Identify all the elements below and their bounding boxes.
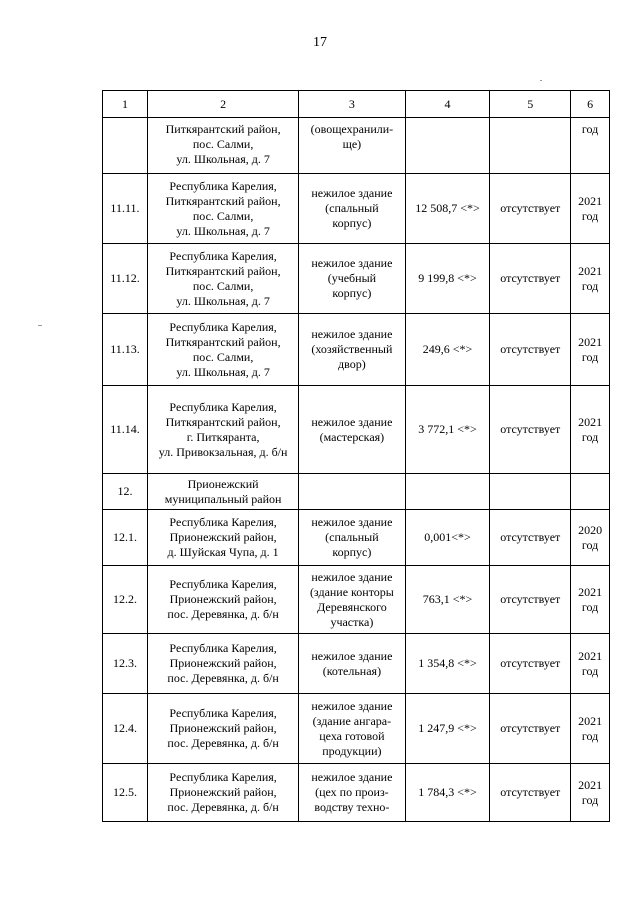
year-line: год — [581, 278, 599, 293]
address-line: Прионежский район, — [169, 530, 277, 544]
description-line: (овощехранили- — [310, 122, 394, 136]
address-cell — [147, 764, 298, 822]
address-line: г. Питкяранта, — [186, 429, 260, 444]
area-cell: 12 508,7 <*> — [405, 174, 490, 244]
address-cell — [147, 174, 298, 244]
header-col-5: 5 — [490, 91, 571, 118]
description-line: двор) — [338, 357, 366, 371]
address-line: ул. Школьная, д. 7 — [176, 152, 270, 166]
address-line: Питкярантский район, — [165, 414, 281, 429]
description-cell — [299, 634, 405, 694]
address-line: Республика Карелия, — [169, 515, 277, 529]
description-line: (цех по произ- — [315, 785, 389, 799]
address-line: Прионежский район, — [169, 656, 277, 670]
address-line: Республика Карелия, — [169, 399, 277, 414]
row-number-cell: 12.4. — [103, 694, 148, 764]
description-line: корпус) — [332, 216, 372, 230]
address-line: ул. Школьная, д. 7 — [176, 293, 270, 308]
header-col-4: 4 — [405, 91, 490, 118]
address-line: Питкярантский район, — [165, 122, 281, 136]
description-line: участка) — [330, 614, 374, 629]
year-cell — [571, 764, 610, 822]
encumbrance-cell: отсутствует — [490, 764, 571, 822]
address-line: ул. Школьная, д. 7 — [176, 223, 270, 238]
area-cell: 249,6 <*> — [405, 314, 490, 386]
row-number-cell: 12.3. — [103, 634, 148, 694]
table-row — [103, 118, 610, 174]
address-line: пос. Деревянка, д. б/н — [167, 671, 279, 685]
address-line: пос. Салми, — [192, 349, 254, 364]
area-cell: 9 199,8 <*> — [405, 244, 490, 314]
description-line: нежилое здание — [311, 698, 393, 713]
row-number-cell: 12.2. — [103, 566, 148, 634]
description-line: (здание ангара- — [312, 713, 392, 728]
description-line: (здание конторы — [309, 584, 394, 599]
description-line: нежилое здание — [311, 256, 393, 270]
address-line: муниципальный район — [164, 491, 282, 506]
address-line: Прионежский район, — [169, 721, 277, 735]
year-line: год — [581, 429, 599, 444]
description-cell — [299, 764, 405, 822]
encumbrance-cell: отсутствует — [490, 244, 571, 314]
address-line: Республика Карелия, — [169, 178, 277, 193]
address-cell — [147, 386, 298, 474]
year-line: 2021 — [578, 777, 603, 792]
row-number-cell: 11.12. — [103, 244, 148, 314]
table-row — [103, 634, 610, 694]
address-line: Питкярантский район, — [165, 263, 281, 278]
description-line: (хозяйственный — [311, 342, 393, 356]
encumbrance-cell: отсутствует — [490, 386, 571, 474]
address-line: пос. Деревянка, д. б/н — [167, 736, 279, 750]
address-line: Республика Карелия, — [169, 577, 277, 591]
year-line: год — [581, 208, 599, 223]
description-line: корпус) — [332, 286, 372, 300]
year-cell — [571, 474, 610, 510]
year-cell — [571, 566, 610, 634]
row-number-cell: 12. — [103, 474, 148, 510]
description-line: (спальный — [325, 530, 379, 544]
table-row — [103, 694, 610, 764]
description-cell — [299, 566, 405, 634]
address-line: пос. Салми, — [192, 278, 254, 293]
row-number-cell: 12.5. — [103, 764, 148, 822]
address-cell — [147, 694, 298, 764]
address-line: Республика Карелия, — [169, 248, 277, 263]
scan-mark — [540, 80, 542, 81]
address-line: д. Шуйская Чупа, д. 1 — [167, 545, 279, 559]
address-line: Прионежский район, — [169, 592, 277, 606]
description-cell — [299, 118, 405, 174]
description-line: нежилое здание — [311, 327, 393, 341]
description-line: нежилое здание — [311, 414, 393, 429]
address-cell — [147, 634, 298, 694]
description-line: нежилое здание — [311, 648, 393, 663]
header-col-1: 1 — [103, 91, 148, 118]
description-line: (котельная) — [322, 663, 382, 678]
row-number-cell: 11.14. — [103, 386, 148, 474]
description-cell — [299, 386, 405, 474]
area-cell — [405, 474, 490, 510]
description-line: нежилое здание — [311, 569, 393, 584]
table-row — [103, 244, 610, 314]
year-line: 2021 — [578, 713, 603, 728]
page-number: 17 — [313, 35, 327, 50]
area-cell: 0,001<*> — [405, 510, 490, 566]
year-line: год — [581, 122, 599, 136]
table-row — [103, 510, 610, 566]
year-line: год — [581, 792, 599, 807]
address-line: Республика Карелия, — [169, 641, 277, 655]
description-line: (мастерская) — [319, 429, 385, 444]
encumbrance-cell: отсутствует — [490, 694, 571, 764]
area-cell: 3 772,1 <*> — [405, 386, 490, 474]
description-line: (учебный — [327, 271, 377, 285]
row-number-cell: 11.11. — [103, 174, 148, 244]
address-cell — [147, 510, 298, 566]
description-line: водству техно- — [314, 800, 390, 814]
description-cell — [299, 244, 405, 314]
description-line: ще) — [342, 137, 362, 151]
row-number-cell: 11.13. — [103, 314, 148, 386]
area-cell: 1 784,3 <*> — [405, 764, 490, 822]
row-number-cell — [103, 118, 148, 174]
table-row — [103, 386, 610, 474]
year-cell — [571, 244, 610, 314]
description-line: нежилое здание — [311, 186, 393, 200]
header-col-6: 6 — [571, 91, 610, 118]
scan-mark — [38, 325, 42, 326]
table-row — [103, 314, 610, 386]
address-line: Республика Карелия, — [169, 706, 277, 720]
encumbrance-cell — [490, 474, 571, 510]
year-line: год — [581, 663, 599, 678]
year-cell — [571, 510, 610, 566]
address-cell — [147, 474, 298, 510]
address-line: Питкярантский район, — [165, 334, 281, 349]
table-body — [103, 118, 610, 822]
description-cell — [299, 694, 405, 764]
address-line: ул. Школьная, д. 7 — [176, 364, 270, 379]
header-col-3: 3 — [299, 91, 405, 118]
year-line: 2021 — [578, 584, 603, 599]
year-line: 2020 — [578, 522, 603, 537]
address-cell — [147, 566, 298, 634]
address-line: пос. Деревянка, д. б/н — [167, 607, 279, 621]
encumbrance-cell: отсутствует — [490, 510, 571, 566]
address-line: Республика Карелия, — [169, 770, 277, 784]
year-line: год — [581, 349, 599, 364]
description-line: корпус) — [332, 545, 372, 559]
description-line: цеха готовой — [319, 728, 385, 743]
address-cell — [147, 118, 298, 174]
address-line: Прионежский район, — [169, 785, 277, 799]
area-cell: 763,1 <*> — [405, 566, 490, 634]
description-cell — [299, 510, 405, 566]
encumbrance-cell: отсутствует — [490, 314, 571, 386]
address-cell — [147, 244, 298, 314]
encumbrance-cell: отсутствует — [490, 634, 571, 694]
year-cell — [571, 634, 610, 694]
header-col-2: 2 — [147, 91, 298, 118]
address-line: пос. Салми, — [192, 137, 254, 151]
table-row — [103, 474, 610, 510]
description-cell — [299, 174, 405, 244]
year-line: год — [581, 599, 599, 614]
table-row — [103, 566, 610, 634]
header-row — [103, 91, 610, 118]
encumbrance-cell — [490, 118, 571, 174]
year-line: 2021 — [578, 334, 603, 349]
address-line: Питкярантский район, — [165, 193, 281, 208]
address-line: ул. Привокзальная, д. б/н — [158, 444, 288, 459]
address-line: Республика Карелия, — [169, 319, 277, 334]
description-line: Деревянского — [317, 599, 387, 614]
description-cell — [299, 474, 405, 510]
description-line: продукции) — [322, 743, 382, 758]
year-line: 2021 — [578, 263, 603, 278]
area-cell: 1 354,8 <*> — [405, 634, 490, 694]
property-table — [102, 90, 610, 822]
description-line: нежилое здание — [311, 770, 393, 784]
row-number-cell: 12.1. — [103, 510, 148, 566]
table-row — [103, 174, 610, 244]
year-line: год — [581, 537, 599, 552]
year-line: 2021 — [578, 193, 603, 208]
area-cell — [405, 118, 490, 174]
address-line: Прионежский — [187, 476, 259, 491]
address-cell — [147, 314, 298, 386]
year-line: год — [581, 728, 599, 743]
description-line: (спальный — [325, 201, 379, 215]
table-row — [103, 764, 610, 822]
description-line: нежилое здание — [311, 515, 393, 529]
year-cell — [571, 314, 610, 386]
address-line: пос. Деревянка, д. б/н — [167, 800, 279, 814]
year-cell — [571, 118, 610, 174]
year-line: 2021 — [578, 648, 603, 663]
encumbrance-cell: отсутствует — [490, 566, 571, 634]
year-cell — [571, 386, 610, 474]
year-cell — [571, 694, 610, 764]
area-cell: 1 247,9 <*> — [405, 694, 490, 764]
year-cell — [571, 174, 610, 244]
address-line: пос. Салми, — [192, 208, 254, 223]
description-cell — [299, 314, 405, 386]
encumbrance-cell: отсутствует — [490, 174, 571, 244]
year-line: 2021 — [578, 414, 603, 429]
